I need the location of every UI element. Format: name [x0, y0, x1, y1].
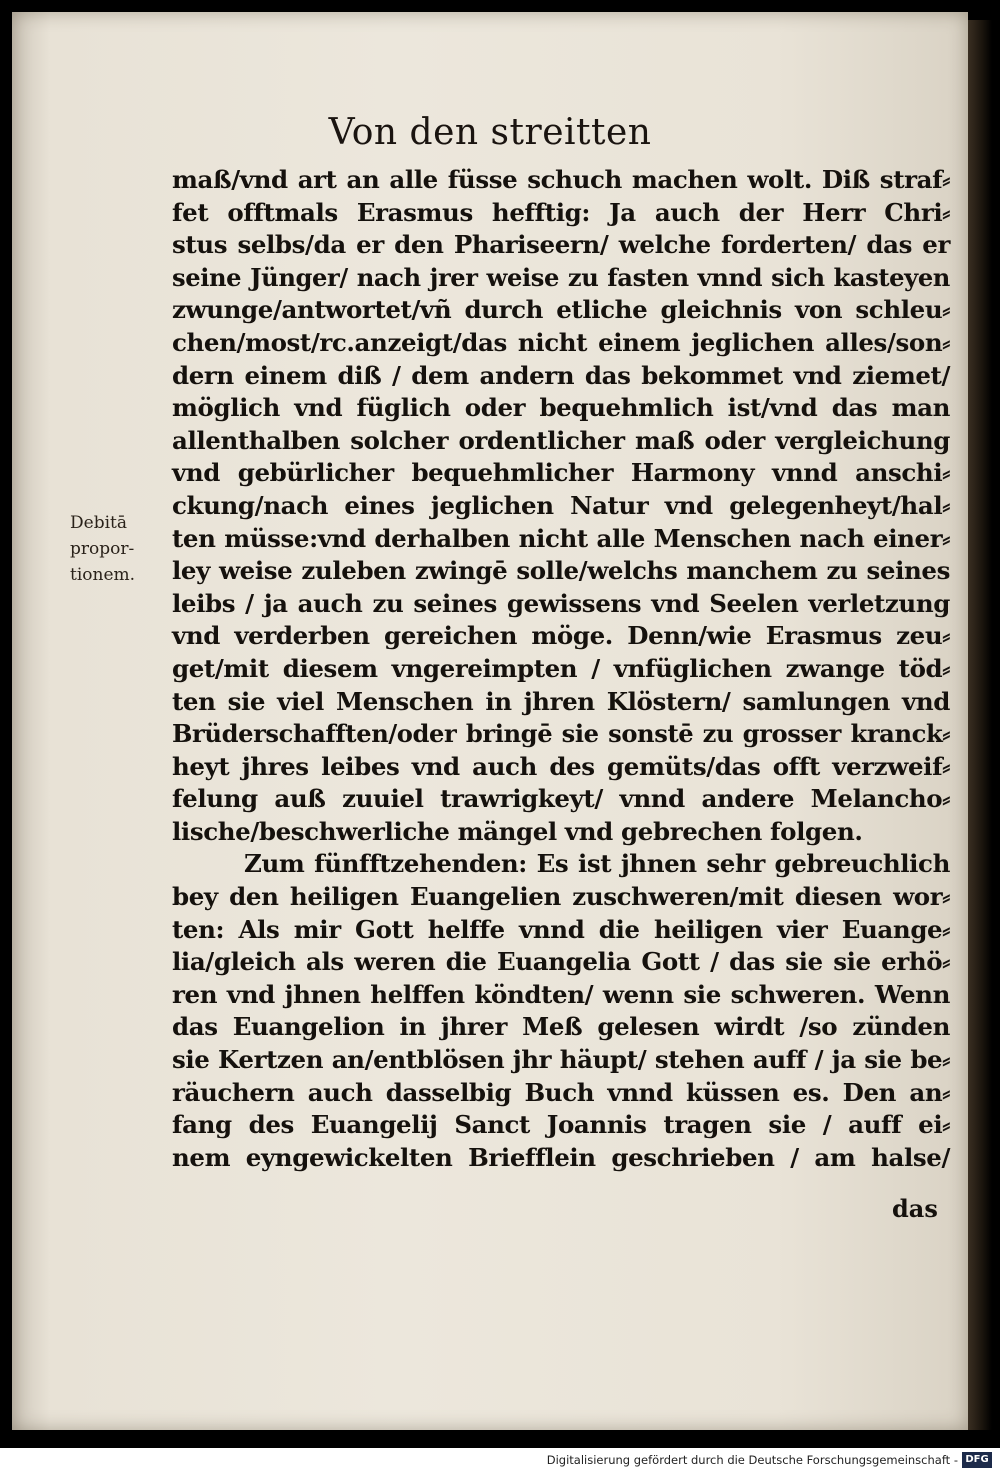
text-line: leibs / ja auch zu seines gewissens vnd Seelen verletzung	[172, 588, 950, 618]
text-line: allenthalben solcher ordentlicher maß oder vergleichung	[172, 425, 950, 455]
text-line: dern einem diß / dem andern das bekommet vnd ziemet/	[172, 360, 950, 390]
text-line: ten: Als mir Gott helffe vnnd die heiligen vier Euange⸗	[172, 914, 950, 944]
text-line: lia/gleich als weren die Euangelia Gott / das sie sie erhö⸗	[172, 947, 950, 977]
text-line: felung auß zuuiel trawrigkeyt/ vnnd andere Melancho⸗	[172, 784, 950, 814]
text-line: vnd verderben gereichen möge. Denn/wie Erasmus zeu⸗	[172, 621, 950, 651]
dfg-logo: DFG	[962, 1452, 992, 1468]
text-line: bey den heiligen Euangelien zuschweren/mit diesen wor⸗	[172, 882, 950, 912]
text-line: ten sie viel Menschen in jhren Klöstern/ samlungen vnd	[172, 686, 950, 716]
marginal-note-line: Debitā	[70, 513, 127, 533]
text-line: das Euangelion in jhrer Meß gelesen wirdt /so zünden	[172, 1012, 950, 1042]
text-line: ren vnd jhnen helffen köndten/ wenn sie schweren. Wenn	[172, 979, 950, 1009]
body-text	[172, 164, 950, 1174]
text-line: seine Jünger/ nach jrer weise zu fasten vnnd sich kasteyen	[172, 262, 950, 292]
text-line: zwunge/antwortet/vñ durch etliche gleichnis von schleu⸗	[172, 295, 950, 325]
footer-bar	[0, 1448, 1000, 1474]
marginal-note-line: propor-	[70, 539, 135, 559]
paragraph-start-line: Zum fünfftzehenden: Es ist jhnen sehr gebreuchlich	[244, 849, 950, 879]
book-page	[12, 12, 968, 1430]
text-line: nem eyngewickelten Briefflein geschrieben / am halse/	[172, 1142, 950, 1172]
text-line: ley weise zuleben zwingē solle/welchs manchem zu seines	[172, 556, 950, 586]
text-line: sie Kertzen an/entblösen jhr häupt/ stehen auff / ja sie be⸗	[172, 1045, 950, 1075]
text-line: Brüderschafften/oder bringē sie sonstē zu grosser kranck⸗	[172, 719, 950, 749]
text-line: fang des Euangelij Sanct Joannis tragen sie / auff ei⸗	[172, 1110, 950, 1140]
text-line: ten müsse:vnd derhalben nicht alle Menschen nach einer⸗	[172, 523, 950, 553]
text-line: chen/most/rc.anzeigt/das nicht einem jeglichen alles/son⸗	[172, 327, 950, 357]
text-line: heyt jhres leibes vnd auch des gemüts/das offt verzweif⸗	[172, 751, 950, 781]
page-edge	[968, 20, 992, 1430]
text-line: lische/beschwerliche mängel vnd gebrechen folgen.	[172, 816, 863, 846]
running-head: Von den streitten	[328, 112, 652, 153]
text-line: ckung/nach eines jeglichen Natur vnd gelegenheyt/hal⸗	[172, 490, 950, 520]
marginal-note-line: tionem.	[70, 565, 136, 585]
text-line: maß/vnd art an alle füsse schuch machen wolt. Diß straf⸗	[172, 165, 950, 194]
text-line: vnd gebürlicher bequehmlicher Harmony vnnd anschi⸗	[172, 458, 950, 488]
text-line: get/mit diesem vngereimpten / vnfüglichen zwange töd⸗	[172, 653, 950, 683]
text-line: stus selbs/da er den Phariseern/ welche forderten/ das er	[172, 230, 950, 260]
text-line: räuchern auch dasselbig Buch vnnd küssen es. Den an⸗	[172, 1077, 950, 1107]
funding-credit: Digitalisierung gefördert durch die Deutsche Forschungsgemeinschaft -	[546, 1453, 958, 1467]
marginal-note	[70, 510, 180, 588]
text-line: fet offtmals Erasmus hefftig: Ja auch der Herr Chri⸗	[172, 197, 950, 227]
text-line: möglich vnd füglich oder bequehmlich ist/vnd das man	[172, 393, 950, 423]
catchword: das	[892, 1194, 938, 1223]
